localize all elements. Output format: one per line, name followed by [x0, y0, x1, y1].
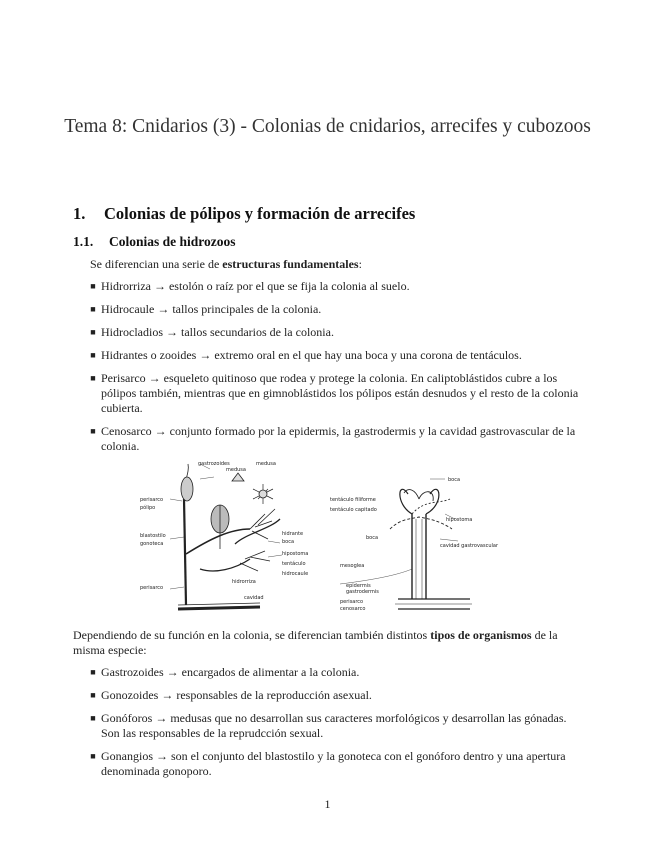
item-term: Gonóforos: [101, 711, 153, 725]
list-item: [89, 302, 584, 317]
bullet-icon: ■: [90, 751, 96, 761]
item-description: encargados de alimentar a la colonia.: [181, 665, 360, 679]
bullet-icon: ■: [90, 350, 96, 360]
bullet-icon: ■: [90, 304, 96, 314]
section-number: 1.: [73, 204, 86, 223]
bullet-icon: ■: [90, 327, 96, 337]
list-item: [89, 325, 584, 340]
fig-label-hidrocaule: hidrocaule: [282, 571, 309, 577]
bullet-icon: ■: [90, 373, 96, 383]
list-item: [89, 711, 584, 741]
fig-label-gonoteca: gonoteca: [140, 541, 164, 547]
list-item: [89, 348, 584, 363]
fig-label-gastrodermis: gastrodermis: [346, 589, 379, 595]
fig-label-cavidad-gastrovascular: cavidad gastrovascular: [440, 543, 499, 549]
organisms-list: [89, 665, 584, 779]
list-item: [89, 424, 584, 454]
section-title: Colonias de pólipos y formación de arrecifes: [104, 204, 416, 223]
hydrozoan-colony-figure: [140, 459, 499, 614]
item-term: Gastrozoides: [101, 665, 164, 679]
item-description: esqueleto quitinoso que rodea y protege la colonia. En caliptoblástidos cubre a los pólipos también, mientras que en gimnoblástidos los pólipos están desnudos y el resto de la colonia cubierta.: [101, 371, 579, 415]
bullet-icon: ■: [90, 426, 96, 436]
item-description: medusas que no desarrollan sus caracteres morfológicos y desarrollan las gónadas. Son las responsables de la reprudcción sexual.: [101, 711, 567, 740]
arrow-icon: →: [161, 688, 174, 702]
item-term: Hidrantes o zooides: [101, 348, 197, 362]
page-number: 1: [324, 797, 331, 811]
intro-paragraph: [73, 257, 583, 272]
intro-end: :: [358, 257, 362, 271]
fig-label-tentaculo-filiforme: tentáculo filiforme: [330, 497, 376, 503]
item-term: Perisarco: [101, 371, 146, 385]
item-description: extremo oral en el que hay una boca y una corona de tentáculos.: [214, 348, 522, 362]
fig-label-hidrante: hidrante: [282, 531, 304, 537]
fig-label-boca-r2: boca: [366, 535, 379, 541]
item-term: Cenosarco: [101, 424, 152, 438]
fig-label-epidermis: epidermis: [346, 583, 371, 589]
arrow-icon: →: [157, 302, 170, 316]
fig-label-boca: boca: [282, 539, 295, 545]
item-term: Hidrocladios: [101, 325, 163, 339]
fig-label-perisarco: perisarco: [140, 497, 164, 503]
arrow-icon: →: [156, 749, 168, 763]
fig-label-perisarco-2: perisarco: [140, 585, 164, 591]
section-heading: [73, 204, 415, 224]
subsection-heading: [73, 234, 236, 250]
item-description: son el conjunto del blastostilo y la gonoteca con el gonóforo dentro y una apertura denominada gonoporo.: [101, 749, 566, 778]
item-term: Gonozoides: [101, 688, 159, 702]
item-term: Hidrorriza: [101, 279, 151, 293]
fig-label-polipo: pólipo: [140, 505, 156, 511]
fig-label-cenosarco: cenosarco: [340, 606, 366, 612]
item-description: tallos principales de la colonia.: [172, 302, 322, 316]
para2-end: de la misma especie:: [73, 628, 558, 657]
para2-text: Dependiendo de su función en la colonia, se diferencian también distintos: [73, 628, 431, 642]
arrow-icon: →: [148, 371, 161, 385]
document-title: Tema 8: Cnidarios (3) - Colonias de cnidarios, arrecifes y cubozoos: [64, 116, 591, 137]
arrow-icon: →: [153, 279, 166, 293]
arrow-icon: →: [155, 711, 168, 725]
item-description: tallos secundarios de la colonia.: [181, 325, 334, 339]
fig-label-tentaculo-capitado: tentáculo capitado: [330, 507, 377, 513]
para2-bold: tipos de organismos: [430, 628, 532, 642]
bullet-icon: ■: [90, 667, 96, 677]
fig-label-hipostoma: hipostoma: [282, 551, 309, 557]
fig-label-gastrozoides: gastrozoides: [198, 461, 230, 467]
list-item: [89, 749, 584, 779]
list-item: [89, 279, 584, 294]
intro-text: Se diferencian una serie de: [90, 257, 223, 271]
left-colony-drawing: [170, 464, 282, 609]
organisms-paragraph: [73, 628, 583, 658]
item-term: Gonangios: [101, 749, 153, 763]
subsection-number: 1.1.: [73, 234, 94, 249]
fig-label-perisarco-r: perisarco: [340, 599, 364, 605]
item-description: conjunto formado por la epidermis, la gastrodermis y la cavidad gastrovascular de la colonia.: [101, 424, 576, 453]
fig-label-hipostoma-r: hipostoma: [446, 517, 473, 523]
item-description: responsables de la reproducción asexual.: [176, 688, 372, 702]
fig-label-cavidad: cavidad: [244, 595, 264, 601]
item-term: Hidrocaule: [101, 302, 155, 316]
fig-label-blastostilo: blastostilo: [140, 533, 166, 539]
arrow-icon: →: [166, 325, 178, 339]
fig-label-medusa-2: medusa: [256, 461, 276, 467]
bullet-icon: ■: [90, 713, 96, 723]
bullet-icon: ■: [90, 690, 96, 700]
fig-label-mesoglea: mesoglea: [340, 563, 365, 569]
structures-list: [89, 279, 584, 454]
fig-label-medusa: medusa: [226, 467, 246, 473]
arrow-icon: →: [199, 348, 212, 362]
list-item: [89, 665, 584, 680]
list-item: [89, 688, 584, 703]
arrow-icon: →: [154, 424, 167, 438]
subsection-title: Colonias de hidrozoos: [109, 234, 236, 249]
arrow-icon: →: [166, 665, 179, 679]
fig-label-hidrorriza: hidrorriza: [232, 579, 256, 585]
intro-bold: estructuras fundamentales: [222, 257, 359, 271]
fig-label-boca-r: boca: [448, 477, 461, 483]
bullet-icon: ■: [90, 281, 96, 291]
right-figure-labels: [330, 477, 499, 612]
list-item: [89, 371, 584, 416]
item-description: estolón o raíz por el que se fija la colonia al suelo.: [168, 279, 410, 293]
fig-label-tentaculo: tentáculo: [282, 561, 306, 567]
